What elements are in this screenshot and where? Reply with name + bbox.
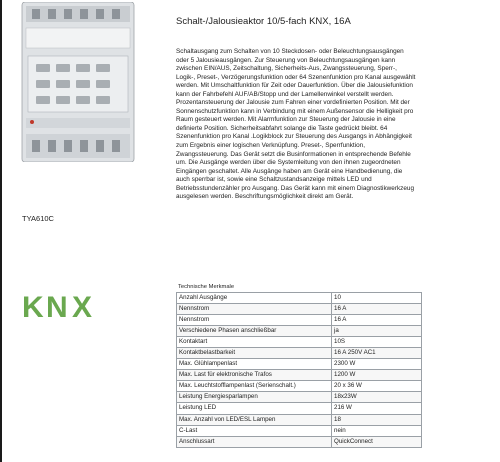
table-row (177, 381, 422, 392)
svg-text:N: N (46, 291, 68, 322)
spec-key: Max. Last für elektronische Trafos (177, 370, 332, 381)
table-row (177, 403, 422, 414)
spec-value: 16 A (332, 315, 422, 326)
spec-key: Max. Anzahl von LED/ESL Lampen (177, 414, 332, 425)
spec-key: Max. Glühlampenlast (177, 359, 332, 370)
spec-key: Anzahl Ausgänge (177, 293, 332, 304)
spec-key: Anschlussart (177, 436, 332, 447)
spec-value: 10S (332, 337, 422, 348)
table-row (177, 425, 422, 436)
spec-value: 16 A 250V AC1 (332, 348, 422, 359)
spec-value: 16 A (332, 304, 422, 315)
knx-logo (20, 290, 120, 322)
table-row (177, 293, 422, 304)
spec-key: Max. Leuchtstofflampenlast (Serienschalt.) (177, 381, 332, 392)
table-row (177, 414, 422, 425)
table-row (177, 337, 422, 348)
spec-key: Nennstrom (177, 315, 332, 326)
spec-value: 1200 W (332, 370, 422, 381)
page-left-border (0, 0, 2, 462)
spec-value: 18x23W (332, 392, 422, 403)
table-row (177, 359, 422, 370)
table-row (177, 326, 422, 337)
table-row (177, 304, 422, 315)
table-row (177, 370, 422, 381)
table-row (177, 315, 422, 326)
spec-value: 216 W (332, 403, 422, 414)
spec-table (176, 284, 422, 448)
table-row (177, 392, 422, 403)
spec-value: 10 (332, 293, 422, 304)
spec-value: 18 (332, 414, 422, 425)
table-row (177, 348, 422, 359)
product-title: Schalt-/Jalousieaktor 10/5-fach KNX, 16A (176, 16, 351, 27)
spec-value: nein (332, 425, 422, 436)
product-description: Schaltausgang zum Schalten von 10 Steckdosen- oder Beleuchtungsausgängen oder 5 Jalousieausgängen. Zur Steuerung von Beleuchtungsausgängen kann zwischen EIN/AUS, Zeitschaltung, Sicherheits-Aus, Zwangssteuerung, Sperr-, Logik-, Preset-, Verzögerungsfunktion oder 64 Szenenfunktion pro Kanal ausgewählt werden. Mit Umschaltfunktion für Zeit oder Dauerfunktion. Über die Jalousiefunktion kann der Fahrbefehl AUF/AB/Stopp und der Lamellenwinkel verstellt werden. Prozentansteuerung der Jalousie zum Fahren einer vordefinierten Position. Mit der Sonnenschutzfunktion kann in Verbindung mit einem Außensensor die Helligkeit pro Raum gesteuert werden. Mit Alarmfunktion zur Steuerung der Jalousie in eine definierte Position. Sicherheitsabfahrt solange die Taste gedrückt bleibt. 64 Szenenfunktion pro Kanal .Logikblock zur Steuerung des Ausgangs in Abhängigkeit zum Ergebnis einer logischen Verknüpfung. Preset-, Sperrfunktion, Zwangssteuerung. Das Gerät setzt die Businformationen in entsprechende Befehle um. Die Ausgänge werden über die Systemleitung von den ihnen zugeordneten Eingängen geschaltet. Alle Ausgänge haben am Gerät eine Handbedienung, die auch sperrbar ist, sowie eine Schaltzustandsanzeige mittels LED und Betriebsstundenzähler pro Ausgang. Das Gerät kann mit einem Diagnostikwerkzeug ausgelesen werden. Beschriftungsmöglichkeit direkt am Gerät. (176, 48, 416, 201)
spec-value: 2300 W (332, 359, 422, 370)
spec-value: 20 x 36 W (332, 381, 422, 392)
spec-key: C-Last (177, 425, 332, 436)
svg-text:K: K (22, 291, 45, 322)
spec-value: ja (332, 326, 422, 337)
spec-key: Nennstrom (177, 304, 332, 315)
table-row (177, 436, 422, 447)
product-code: TYA610C (22, 214, 54, 223)
spec-table-caption: Technische Merkmale (178, 284, 235, 290)
spec-key: Leistung Energiesparlampen (177, 392, 332, 403)
spec-key: Kontaktart (177, 337, 332, 348)
spec-value: QuickConnect (332, 436, 422, 447)
spec-key: Verschiedene Phasen anschließbar (177, 326, 332, 337)
device-image (18, 2, 138, 162)
spec-key: Kontaktbelastbarkeit (177, 348, 332, 359)
svg-text:X: X (72, 291, 93, 322)
spec-key: Leistung LED (177, 403, 332, 414)
